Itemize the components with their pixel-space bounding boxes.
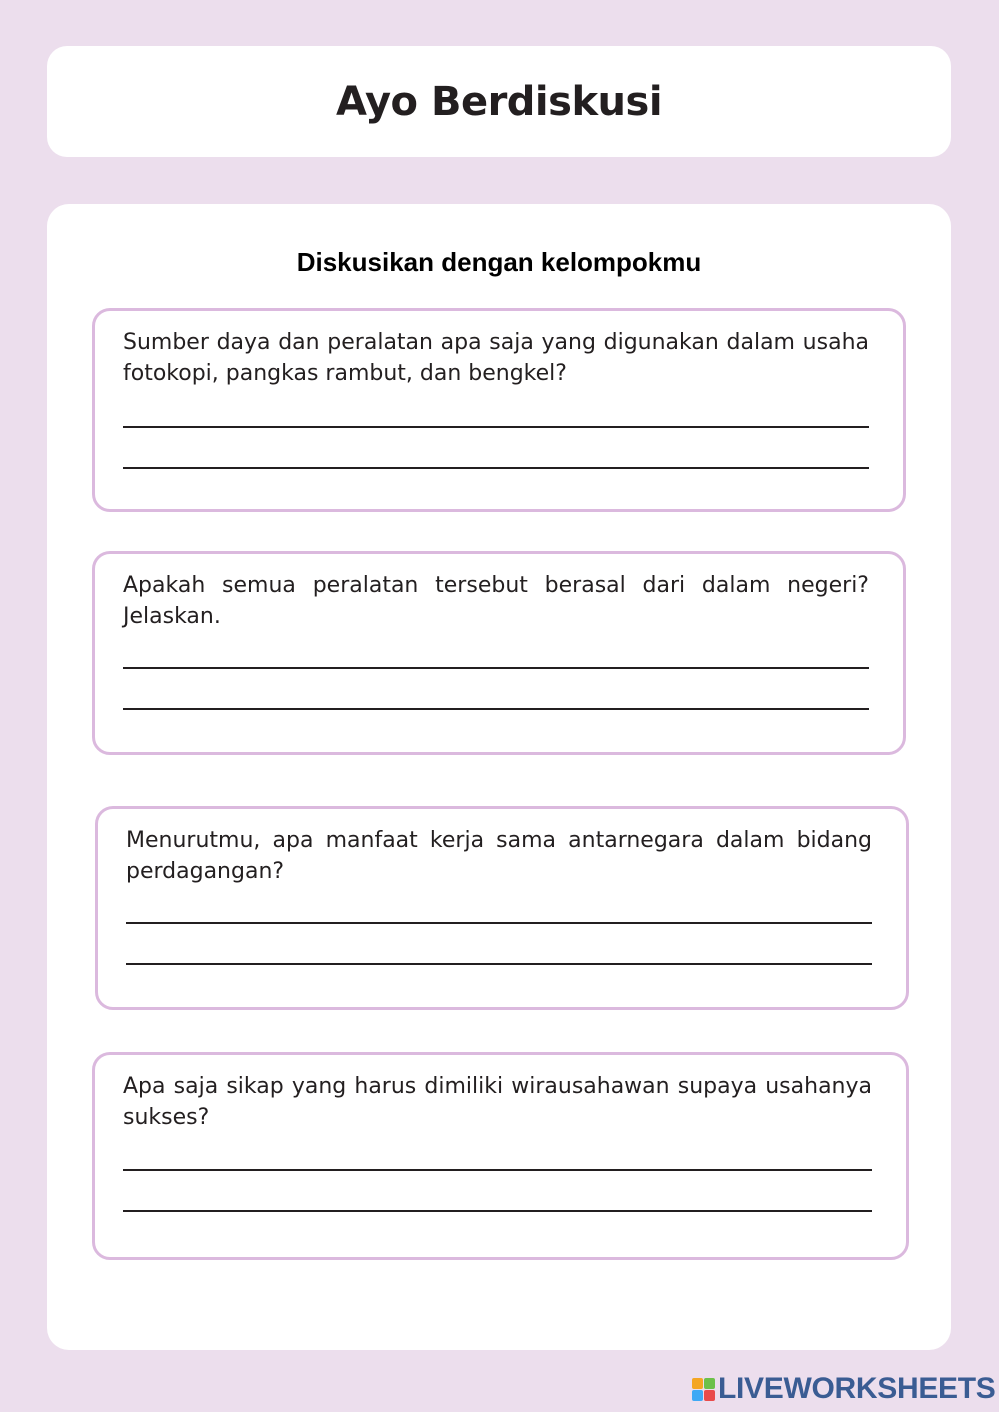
liveworksheets-logo (692, 1372, 996, 1406)
question-text-4: Apa saja sikap yang harus dimiliki wirausahawan supaya usahanya sukses? (123, 1074, 872, 1130)
answer-line-3a[interactable] (126, 922, 872, 924)
page-title: Ayo Berdiskusi (335, 78, 663, 125)
answer-line-1b[interactable] (123, 467, 869, 469)
question-box-1 (92, 308, 906, 512)
answer-line-4b[interactable] (123, 1210, 872, 1212)
logo-text: LIVEWORKSHEETS (718, 1372, 996, 1405)
question-box-3 (95, 806, 909, 1010)
question-box-4 (92, 1052, 909, 1260)
title-card (47, 46, 951, 157)
liveworksheets-logo-icon (692, 1378, 715, 1401)
question-text-3: Menurutmu, apa manfaat kerja sama antarnegara dalam bidang perdagangan? (126, 828, 872, 884)
worksheet-card (47, 204, 951, 1350)
worksheet-subtitle: Diskusikan dengan kelompokmu (296, 247, 702, 277)
question-box-2 (92, 551, 906, 755)
question-text-1: Sumber daya dan peralatan apa saja yang digunakan dalam usaha fotokopi, pangkas rambut, dan bengkel? (123, 330, 869, 386)
answer-line-2b[interactable] (123, 708, 869, 710)
answer-line-2a[interactable] (123, 667, 869, 669)
answer-line-4a[interactable] (123, 1169, 872, 1171)
answer-line-3b[interactable] (126, 963, 872, 965)
question-text-2: Apakah semua peralatan tersebut berasal dari dalam negeri? Jelaskan. (123, 573, 869, 629)
answer-line-1a[interactable] (123, 426, 869, 428)
